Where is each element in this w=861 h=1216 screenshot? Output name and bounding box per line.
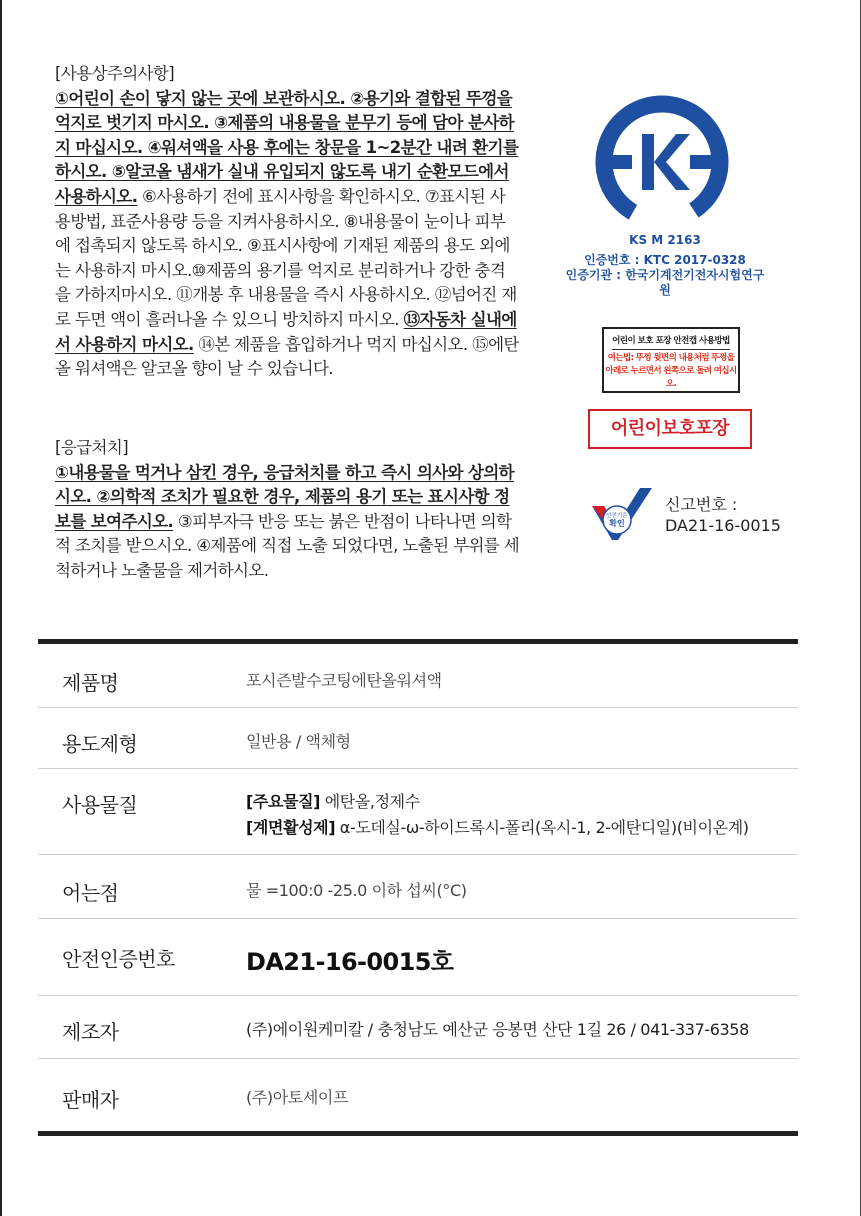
safety-cert-value: DA21-16-0015호 xyxy=(246,948,454,976)
table-row-seller xyxy=(38,1059,798,1131)
safety-cap-desc-2: 아래로 누르면서 왼쪽으로 돌려 여십시오. xyxy=(605,366,737,389)
table-row-safety-cert xyxy=(38,919,798,996)
table-row-manufacturer xyxy=(38,996,798,1059)
emergency-bold: ①내용물을 먹거나 삼킨 경우, 응급처치를 하고 즉시 의사와 상의하시오. ②의학적 조치가 필요한 경우, 제품의 용기 또는 표시사항 정보를 보여주시오. xyxy=(55,462,515,531)
surfactant-tag: [계면활성제] xyxy=(246,818,336,837)
emergency-section xyxy=(55,436,520,584)
table-bottom-rule xyxy=(38,1131,798,1136)
caution-body xyxy=(55,87,520,382)
caution-section xyxy=(55,62,520,382)
product-name-value: 포시즌발수코팅에탄올워셔액 xyxy=(246,671,442,690)
caution-bold-2: ⑬자동차 실내에서 사용하지 마시오. xyxy=(55,309,517,354)
safety-cert-key: 안전인증번호 xyxy=(62,947,175,971)
manufacturer-value: (주)에이원케미칼 / 충청남도 예산군 응봉면 산단 1길 26 / 041-337-6358 xyxy=(246,1020,749,1039)
caution-bold-1: ①어린이 손이 닿지 않는 곳에 보관하시오. ②용기와 결합된 뚜껑을 억지로 벗기지 마시오. ③제품의 내용물을 분무기 등에 담아 분사하지 마십시오. ④워셔액을 사용 후에는 창문을 1~2분간 내려 환기를 하시오. ⑤알코올 냄새가 실내 유입되지 않도록 내기 순환모드에서 사용하시오. xyxy=(55,88,519,206)
table-row-product-name xyxy=(38,644,798,708)
manufacturer-key: 제조자 xyxy=(62,1020,119,1044)
table-row-usage-type xyxy=(38,708,798,769)
freezing-point-value: 물 =100:0 -25.0 이하 섭씨(°C) xyxy=(246,881,467,900)
safety-cap-instruction-box xyxy=(602,327,740,393)
child-protection-label: 어린이보호포장 xyxy=(588,409,752,449)
table-row-materials xyxy=(38,769,798,855)
safety-cap-divider xyxy=(612,349,730,350)
main-substance-tag: [주요물질] xyxy=(246,792,321,811)
main-substance-value: 에탄올,정제수 xyxy=(320,792,420,811)
table-row-freezing-point xyxy=(38,855,798,919)
safety-cap-title: 어린이 보호 포장 안전캡 사용방법 xyxy=(612,336,730,346)
page-border-left xyxy=(0,0,2,1216)
report-number-value: DA21-16-0015 xyxy=(665,516,781,535)
emergency-normal: ③피부자극 반응 또는 붉은 반점이 나타나면 의학적 조치를 받으시오. ④제품에 직접 노출 되었다면, 노출된 부위를 세척하거나 노출물을 제거하시오. xyxy=(55,511,520,580)
safety-mark-line2: 확인 xyxy=(609,519,625,528)
kc-certification-logo xyxy=(592,92,732,232)
freezing-point-key: 어는점 xyxy=(62,881,119,905)
report-number-label: 신고번호 : xyxy=(665,495,738,514)
caution-normal-1: ⑥사용하기 전에 표시사항을 확인하시오. ⑦표시된 사용방법, 표준사용량 등을 지켜사용하시오. ⑧내용물이 눈이나 피부에 접촉되지 않도록 하시오. ⑨표시사항에 기재된 제품의 용도 외에는 사용하지 마시오.⑩제품의 용기를 억지로 분리하거나 강한 충격을 가하지마시오. ⑪개봉 후 내용물을 즉시 사용하시오. ⑫넘어진 재로 두면 액이 흘러나올 수 있으니 방치하지 마시오. xyxy=(55,186,517,329)
kc-cert-organization: 인증기관 : 한국기계전기전자시험연구원 xyxy=(565,268,765,297)
kc-cert-number: 인증번호 : KTC 2017-0328 xyxy=(584,253,746,267)
materials-key: 사용물질 xyxy=(62,793,138,817)
usage-type-key: 용도제형 xyxy=(62,732,138,756)
caution-heading: [사용상주의사항] xyxy=(55,64,175,83)
product-name-key: 제품명 xyxy=(62,671,119,695)
surfactant-value: α-도데실-ω-하이드록시-폴리(옥시-1, 2-에탄디일)(비이온계) xyxy=(335,818,749,837)
safety-check-mark-icon xyxy=(590,484,654,544)
seller-key: 판매자 xyxy=(62,1088,119,1112)
usage-type-value: 일반용 / 액체형 xyxy=(246,732,351,751)
seller-value: (주)아토세이프 xyxy=(246,1088,349,1107)
materials-main xyxy=(246,789,420,812)
emergency-heading: [응급처치] xyxy=(55,438,129,457)
safety-cap-desc-1: 여는법: 뚜껑 윗면의 내용처럼 뚜껑을 xyxy=(607,353,735,363)
safety-mark-line1: 안전기준 xyxy=(606,513,628,519)
kc-cert-info xyxy=(560,253,770,298)
emergency-body xyxy=(55,461,520,584)
caution-normal-2: ⑭본 제품을 흡입하거나 먹지 마십시오. ⑮에탄올 워셔액은 알코올 향이 날 수 있습니다. xyxy=(55,334,519,379)
kc-standard-code: KS M 2163 xyxy=(629,233,701,247)
materials-surfactant xyxy=(246,815,749,838)
